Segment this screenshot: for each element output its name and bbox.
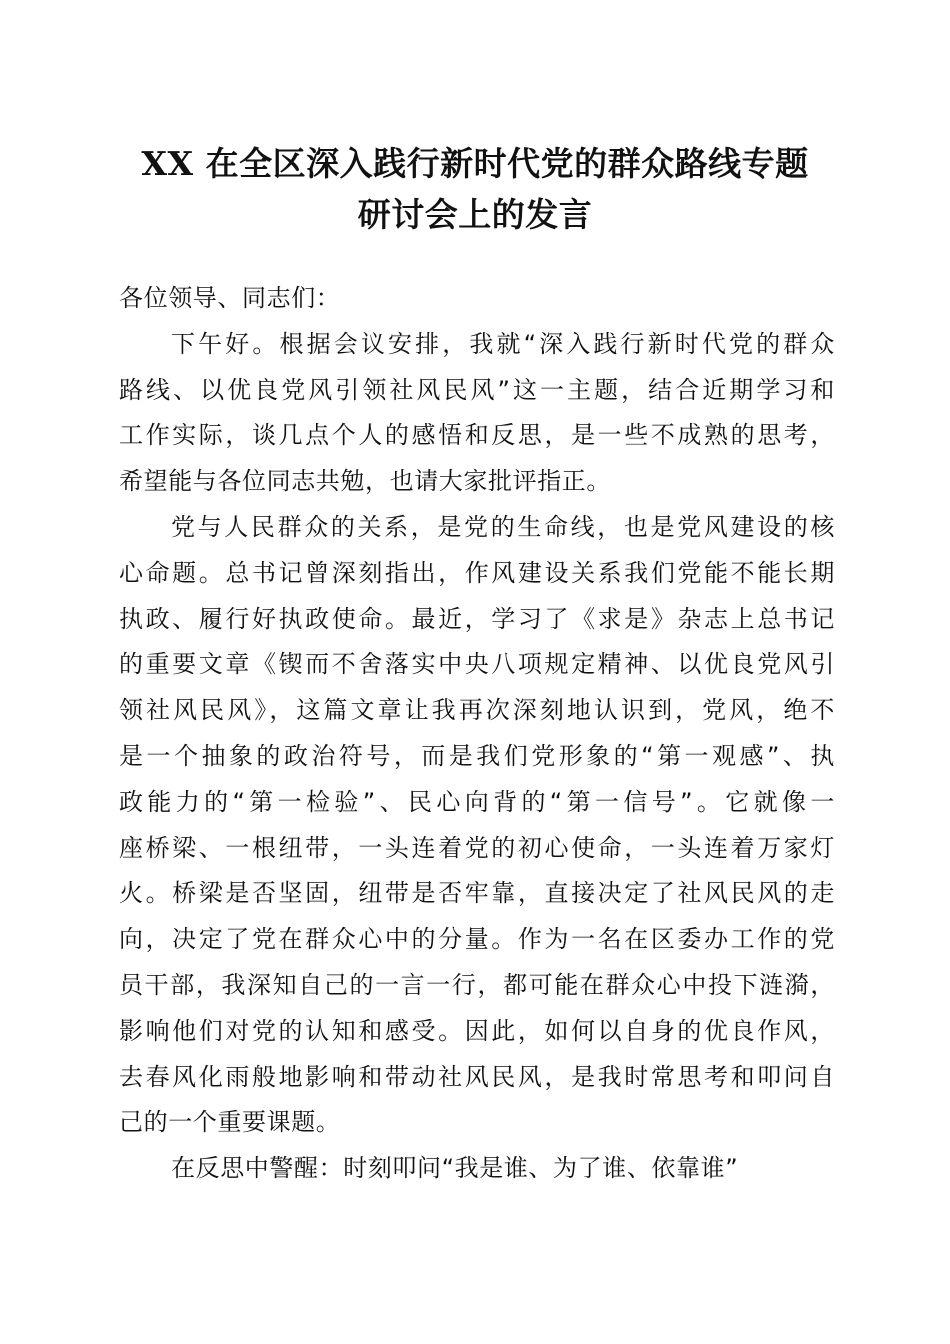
paragraph-line: 政能力的“第一检验”、民心向背的“第一信号”。它就像一	[119, 787, 835, 816]
section-heading: 在反思中警醒：时刻叩问“我是谁、为了谁、依靠谁”	[171, 1154, 739, 1183]
paragraph-line: 工作实际，谈几点个人的感悟和反思，是一些不成熟的思考，	[119, 421, 835, 450]
paragraph-line: 党与人民群众的关系，是党的生命线，也是党风建设的核	[171, 512, 835, 541]
paragraph-line: 影响他们对党的认知和感受。因此，如何以自身的优良作风，	[119, 1016, 835, 1045]
title-line: XX 在全区深入践行新时代党的群众路线专题	[141, 144, 809, 183]
paragraph-line: 的重要文章《锲而不舍落实中央八项规定精神、以优良党风引	[119, 650, 835, 679]
paragraph-line: 座桥梁、一根纽带，一头连着党的初心使命，一头连着万家灯	[119, 833, 835, 862]
paragraph-line: 执政、履行好执政使命。最近，学习了《求是》杂志上总书记	[119, 604, 835, 633]
paragraph-party-relations	[119, 505, 835, 1146]
paragraph-line: 是一个抽象的政治符号，而是我们党形象的“第一观感”、执	[119, 741, 835, 770]
paragraph-line: 希望能与各位同志共勉，也请大家批评指正。	[119, 467, 611, 496]
paragraph-line: 去春风化雨般地影响和带动社风民风，是我时常思考和叩问自	[119, 1062, 835, 1091]
paragraph-line: 己的一个重要课题。	[119, 1108, 341, 1137]
salutation: 各位领导、同志们：	[119, 284, 341, 312]
document-body	[119, 276, 835, 1192]
paragraph-line: 领社风民风》，这篇文章让我再次深刻地认识到，党风，绝不	[119, 696, 835, 725]
paragraph-line: 员干部，我深知自己的一言一行，都可能在群众心中投下涟漪，	[119, 970, 835, 999]
paragraph-line: 向，决定了党在群众心中的分量。作为一名在区委办工作的党	[119, 925, 835, 954]
paragraph-line: 火。桥梁是否坚固，纽带是否牢靠，直接决定了社风民风的走	[119, 879, 835, 908]
title-line: 研讨会上的发言	[357, 195, 593, 234]
paragraph-line: 路线、以优良党风引领社风民风”这一主题，结合近期学习和	[119, 375, 835, 404]
paragraph-greeting	[119, 322, 835, 505]
paragraph-line: 心命题。总书记曾深刻指出，作风建设关系我们党能不能长期	[119, 558, 835, 587]
document-title	[100, 138, 850, 240]
paragraph-line: 下午好。根据会议安排，我就“深入践行新时代党的群众	[171, 329, 835, 358]
